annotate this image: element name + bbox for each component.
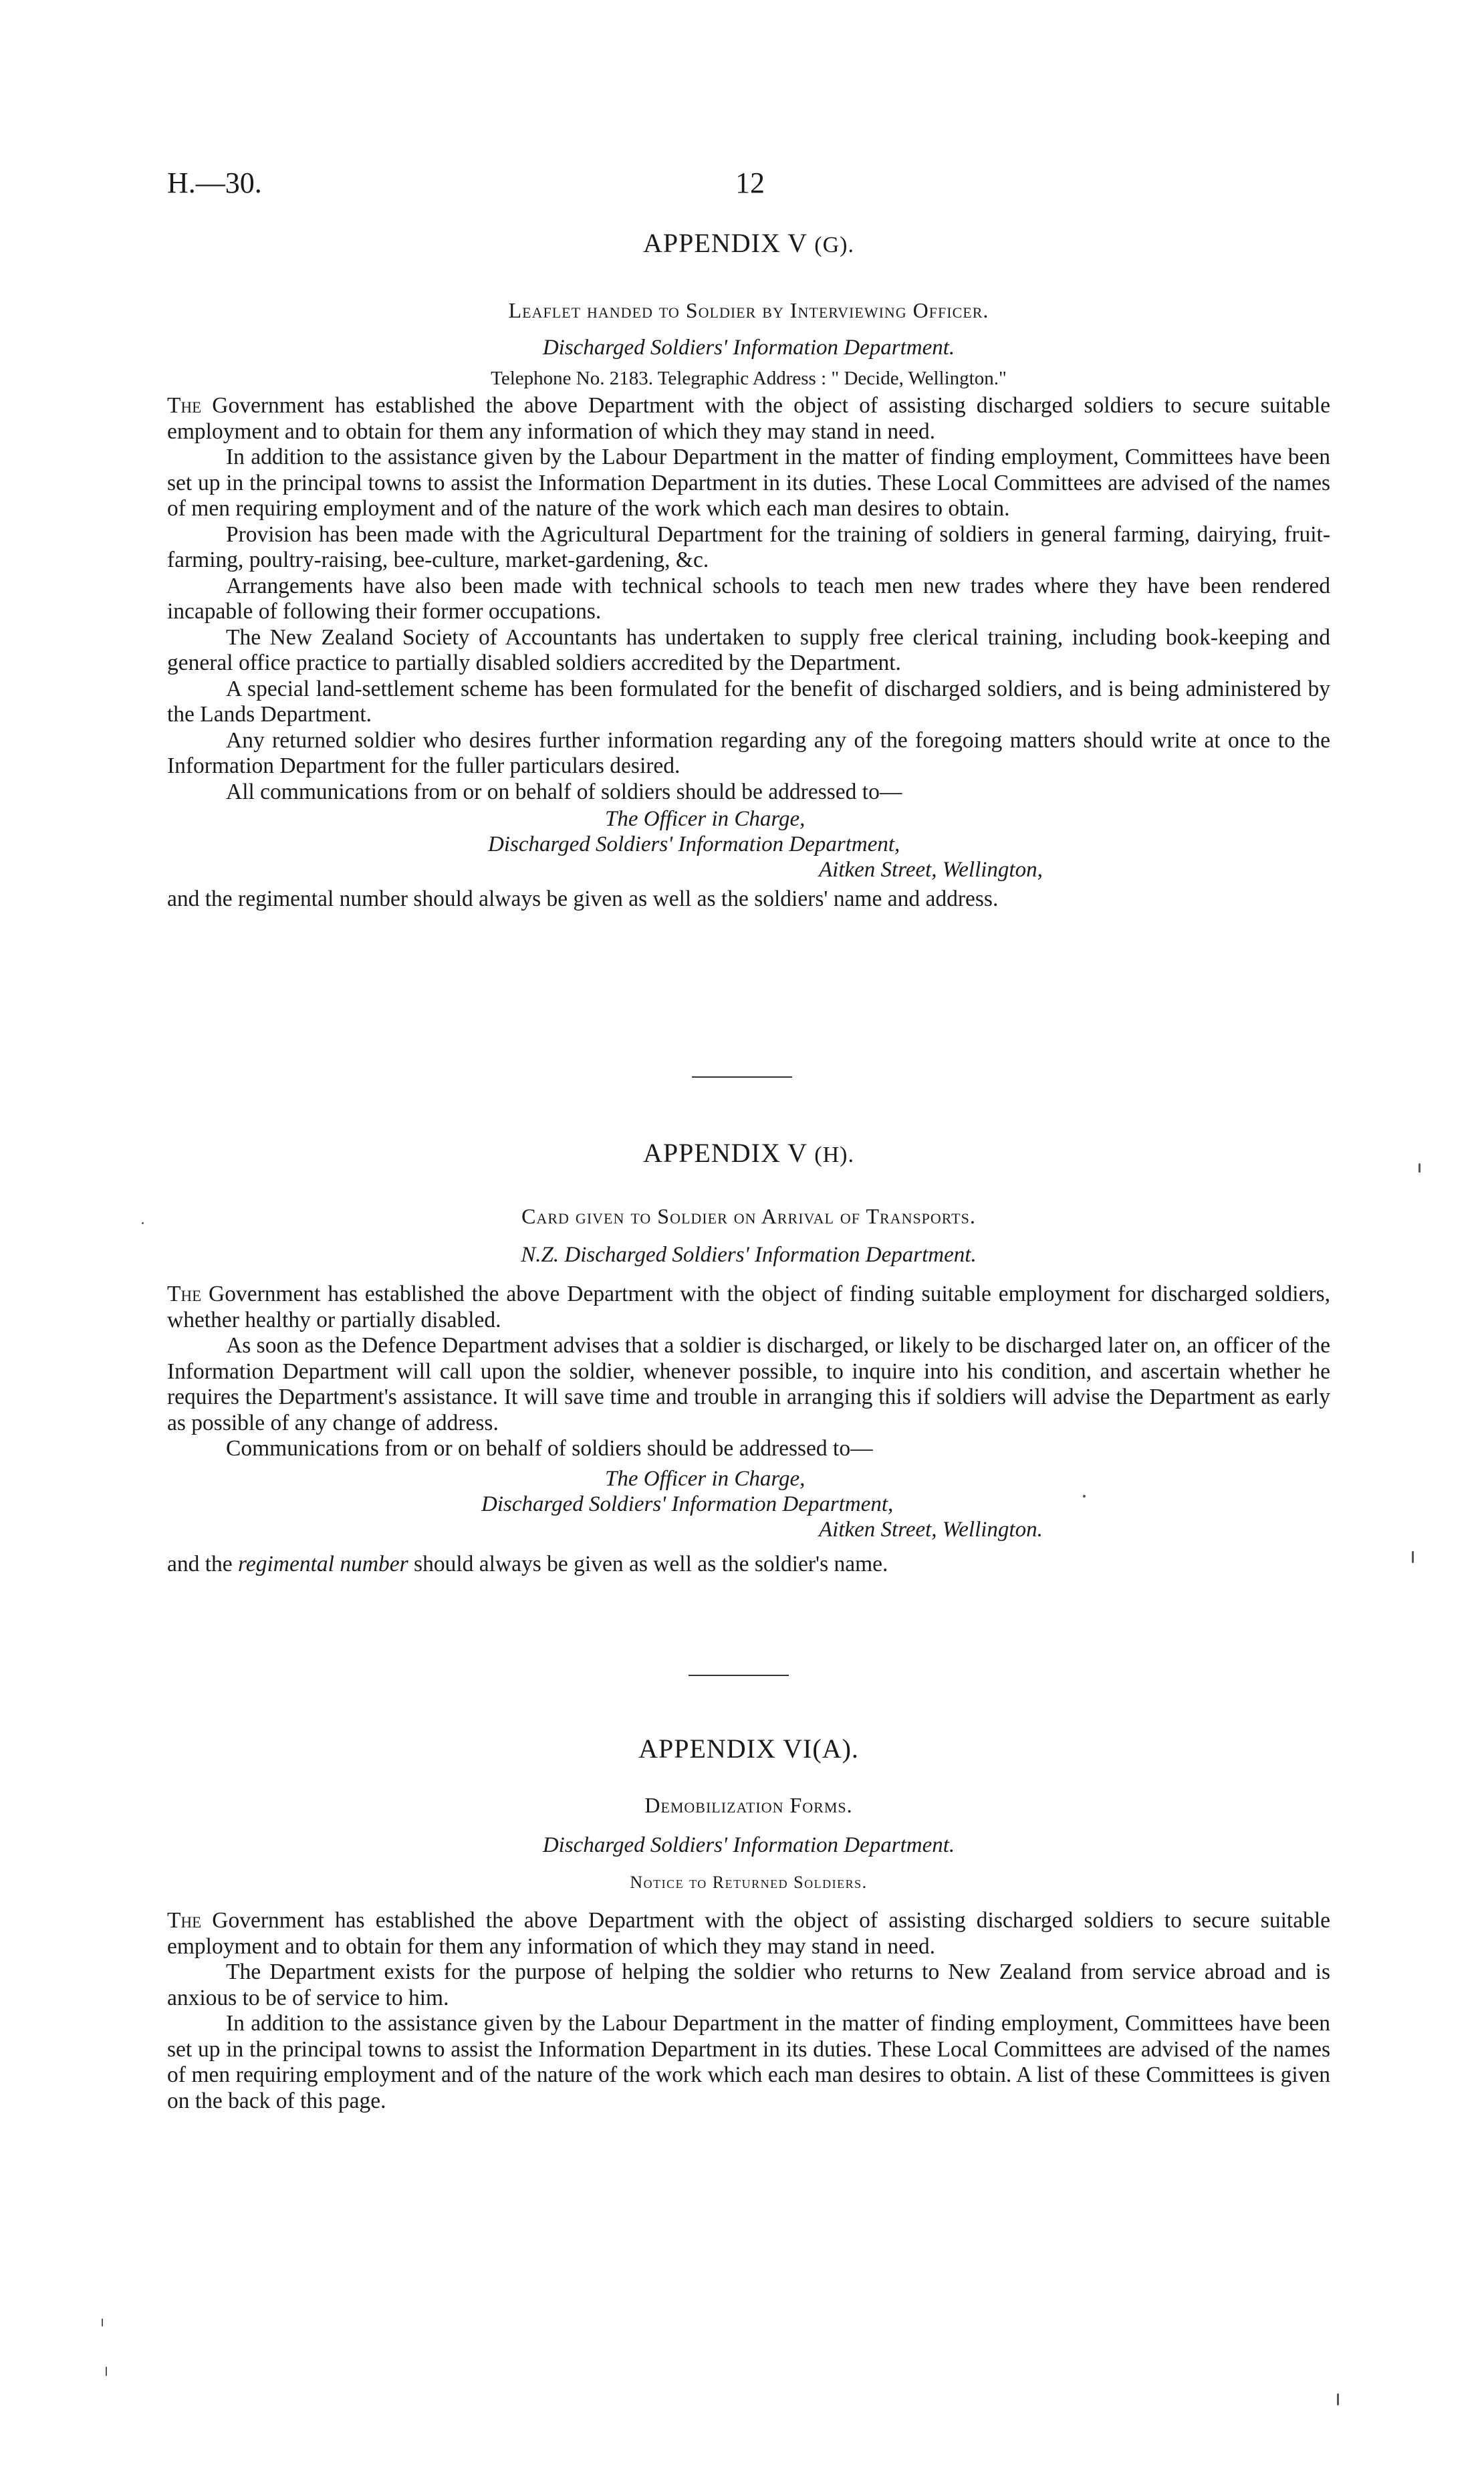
appendix-v-h-paragraph-1 xyxy=(167,1282,1330,1333)
closing-after: should always be given as well as the soldier's name. xyxy=(408,1551,888,1576)
section-divider xyxy=(689,1675,789,1676)
scan-speck xyxy=(1418,1163,1420,1173)
document-reference: H.—30. xyxy=(167,166,262,199)
closing-before: and the xyxy=(167,1551,239,1576)
page-number: 12 xyxy=(735,166,765,199)
appendix-v-g-title-suffix: (G). xyxy=(814,233,854,257)
section-divider xyxy=(692,1076,792,1078)
appendix-v-g-caption: Leaflet handed to Soldier by Interviewing Officer. xyxy=(508,298,989,322)
appendix-v-g-paragraph-7: Any returned soldier who desires further information regarding any of the foregoing matters should write at once to the Information Department for the fuller particulars desired. xyxy=(167,727,1330,778)
scan-speck xyxy=(1412,1551,1414,1563)
appendix-v-g-paragraph-1-text: Government has established the above Department with the object of assisting discharged soldiers to secure suitable employment and to obtain for them any information of which they may stand in need. xyxy=(167,393,1330,444)
address-line-3: Aitken Street, Wellington. xyxy=(819,1517,1043,1542)
appendix-vi-a-paragraph-2: The Department exists for the purpose of helping the soldier who returns to New Zealand from service abroad and is anxious to be of service to him. xyxy=(167,1960,1330,2010)
appendix-v-g-paragraph-3: Provision has been made with the Agricultural Department for the training of soldiers in general farming, dairying, fruit-farming, poultry-raising, bee-culture, market-gardening, &c. xyxy=(167,521,1330,572)
appendix-v-g-closing: and the regimental number should always be given as well as the soldiers' name and address. xyxy=(167,886,999,911)
appendix-v-h-address xyxy=(167,1466,1330,1542)
scan-speck xyxy=(1337,2393,1339,2405)
appendix-v-g-paragraph-8: All communications from or on behalf of soldiers should be addressed to— xyxy=(226,779,902,804)
scan-speck xyxy=(142,1222,144,1224)
appendix-v-h-title-suffix: (H). xyxy=(814,1143,854,1167)
appendix-v-g-paragraph-2: In addition to the assistance given by the Labour Department in the matter of finding employment, Committees have been set up in the principal towns to assist the Information Department in its duties. These Local Committees are advised of the names of men requiring employment and of the nature of the work which each man desires to obtain. xyxy=(167,445,1330,521)
appendix-v-g-telephone: Telephone No. 2183. Telegraphic Address : " Decide, Wellington." xyxy=(491,368,1007,389)
appendix-v-h-paragraph-2: As soon as the Defence Department advises that a soldier is discharged, or likely to be discharged later on, an officer of the Information Department will call upon the soldier, whenever possible, to inquire into his condition, and ascertain whether he requires the Department's assistance. It will save time and trouble in arranging this if soldiers will advise the Department as early as possible of any change of address. xyxy=(167,1333,1330,1435)
appendix-v-g-paragraph-4: Arrangements have also been made with technical schools to teach men new trades where they have been rendered incapable of following their former occupations. xyxy=(167,573,1330,624)
appendix-vi-a-section xyxy=(167,1730,1330,2114)
address-line-2: Discharged Soldiers' Information Department, xyxy=(481,1492,894,1516)
address-line-3: Aitken Street, Wellington, xyxy=(819,858,1043,882)
appendix-v-g-paragraph-6: A special land-settlement scheme has been formulated for the benefit of discharged soldiers, and is being administered by the Lands Department. xyxy=(167,676,1330,727)
appendix-v-g-lead-word: The xyxy=(167,393,202,418)
appendix-vi-a-title: APPENDIX VI(A). xyxy=(638,1734,859,1764)
appendix-v-g-title xyxy=(167,225,1330,262)
address-line-1: The Officer in Charge, xyxy=(605,1466,806,1491)
appendix-vi-a-department: Discharged Soldiers' Information Department. xyxy=(542,1833,955,1857)
address-line-2: Discharged Soldiers' Information Department, xyxy=(488,832,900,856)
appendix-v-g-address xyxy=(167,806,1330,882)
appendix-vi-a-paragraph-3: In addition to the assistance given by the Labour Department in the matter of finding employment, Committees have been set up in the principal towns to assist the Information Department in its duties. These Local Committees are advised of the names of men requiring employment and of the nature of the work which each man desires to obtain. A list of these Committees is given on the back of this page. xyxy=(167,2011,1330,2113)
appendix-v-h-title xyxy=(167,1135,1330,1172)
appendix-v-g-title-text: APPENDIX V xyxy=(643,228,808,258)
appendix-v-g-department: Discharged Soldiers' Information Department. xyxy=(542,336,955,360)
scan-speck xyxy=(106,2367,107,2376)
appendix-v-g-section xyxy=(167,225,1330,913)
appendix-vi-a-paragraph-1-text: Government has established the above Department with the object of assisting discharged soldiers to secure suitable employment and to obtain for them any information of which they may stand in need. xyxy=(167,1908,1330,1959)
appendix-v-h-section xyxy=(167,1135,1330,1577)
scan-speck xyxy=(1083,1495,1086,1498)
appendix-v-h-closing xyxy=(167,1552,1330,1578)
appendix-v-h-caption: Card given to Soldier on Arrival of Transports. xyxy=(521,1204,976,1228)
appendix-vi-a-caption: Demobilization Forms. xyxy=(644,1793,853,1817)
appendix-v-h-lead-word: The xyxy=(167,1282,202,1306)
scan-speck xyxy=(102,2319,103,2327)
appendix-vi-a-paragraph-1 xyxy=(167,1908,1330,1960)
appendix-v-g-paragraph-1 xyxy=(167,393,1330,445)
appendix-v-h-paragraph-3: Communications from or on behalf of soldiers should be addressed to— xyxy=(226,1436,873,1461)
appendix-v-h-paragraph-1-text: Government has established the above Department with the object of finding suitable employment for discharged soldiers, whether healthy or partially disabled. xyxy=(167,1282,1331,1332)
appendix-v-h-department: N.Z. Discharged Soldiers' Information Department. xyxy=(521,1243,977,1267)
appendix-vi-a-lead-word: The xyxy=(167,1908,202,1933)
appendix-vi-a-notice: Notice to Returned Soldiers. xyxy=(630,1873,868,1892)
running-head xyxy=(167,166,1330,206)
appendix-v-g-paragraph-5: The New Zealand Society of Accountants has undertaken to supply free clerical training, including book-keeping and general office practice to partially disabled soldiers accredited by the Department. xyxy=(167,624,1330,675)
closing-italic: regimental number xyxy=(238,1551,408,1576)
address-line-1: The Officer in Charge, xyxy=(605,807,806,831)
appendix-v-h-title-text: APPENDIX V xyxy=(643,1138,808,1168)
